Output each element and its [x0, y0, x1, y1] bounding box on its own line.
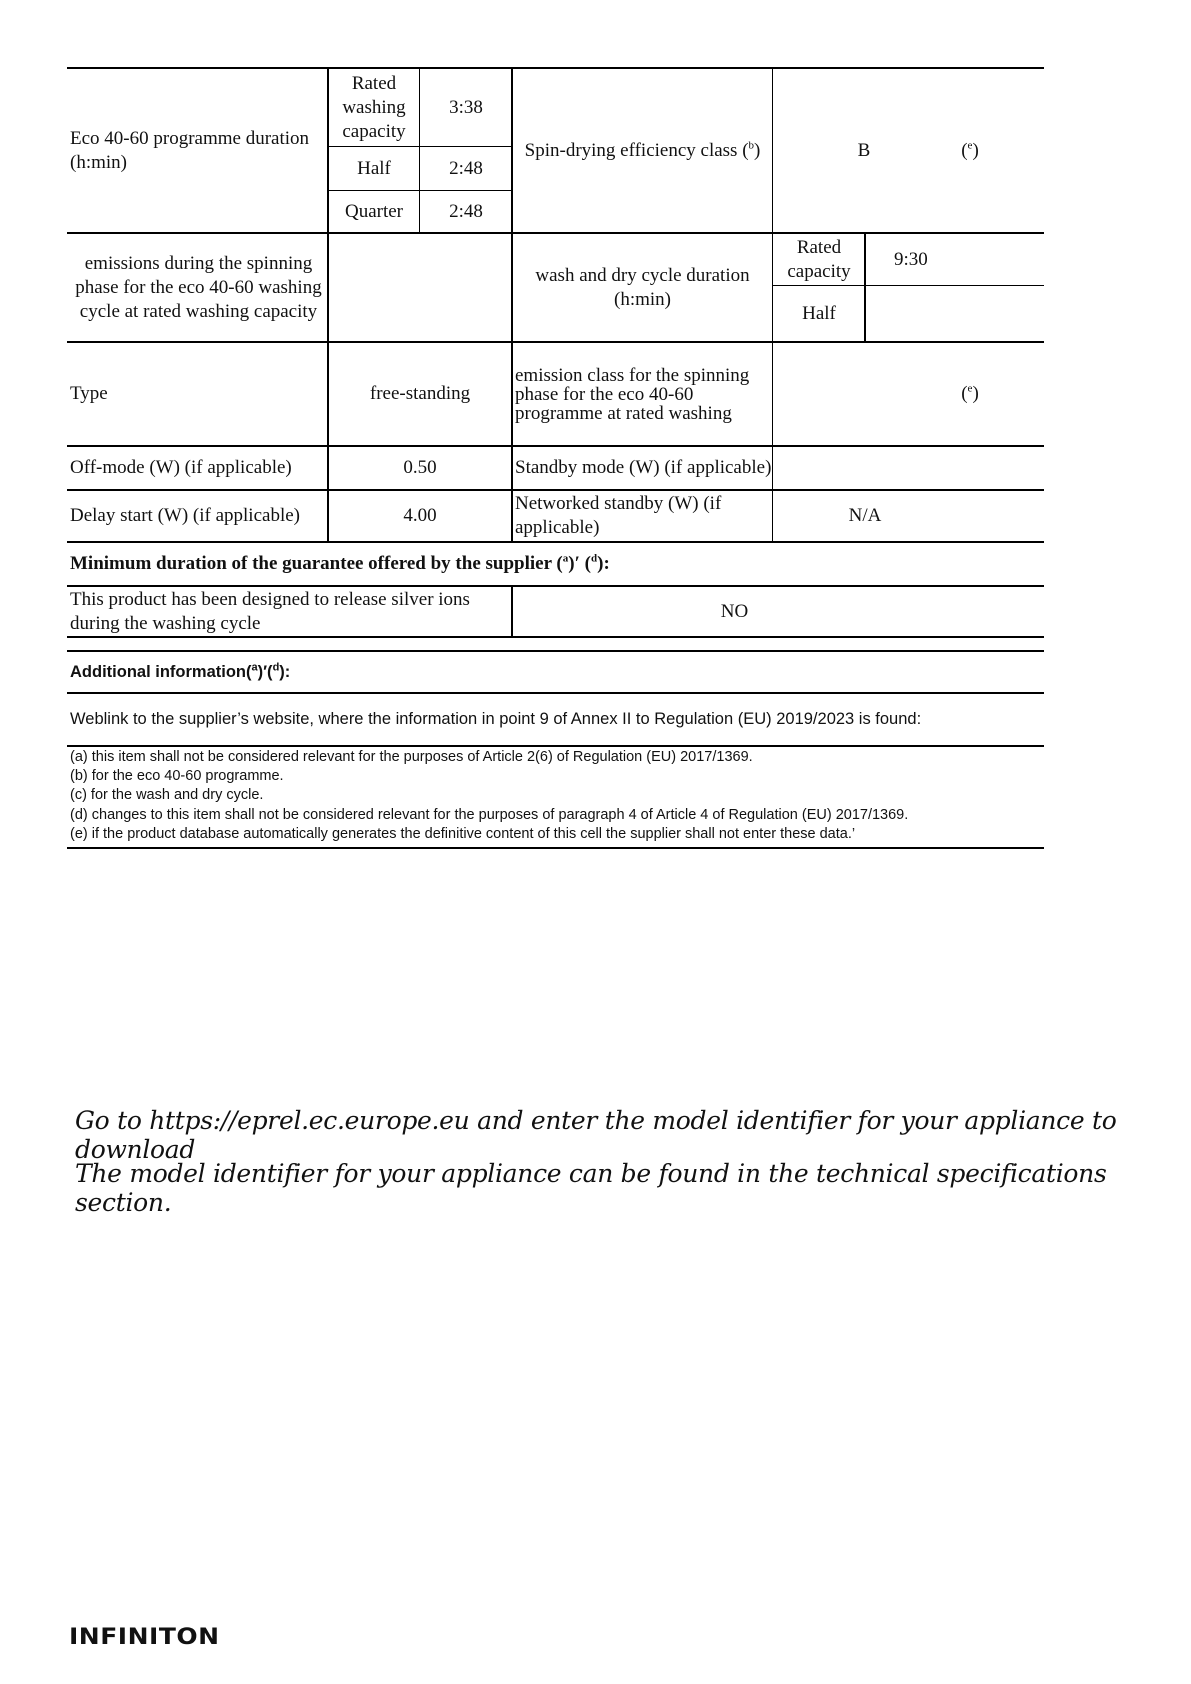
type-value — [329, 343, 511, 445]
footnote-ref-d: d — [272, 661, 280, 674]
spin-drying-class-note — [930, 69, 1010, 232]
spin-drying-class-label — [513, 69, 772, 232]
delay-start-value-text: 4.00 — [403, 505, 437, 526]
weblink-text-content: Weblink to the supplier’s website, where the information in point 9 of Annex II to Regulation (EU) 2019/2023 is found: — [70, 710, 922, 728]
additional-mid: )′( — [257, 663, 273, 681]
wash-dry-half-value — [894, 287, 1044, 341]
delay-start-value — [329, 491, 511, 541]
wash-dry-half-text: Half — [802, 303, 836, 324]
wash-dry-rated-text: Rated capacity — [787, 236, 851, 282]
paren-close: ) — [972, 139, 979, 161]
rated-washing-capacity-label — [329, 69, 419, 146]
type-label-text: Type — [70, 383, 108, 404]
networked-standby-label-text: Networked standby (W) (if applicable) — [515, 493, 722, 538]
wash-dry-duration-text: wash and dry cycle duration (h:min) — [535, 264, 750, 310]
standby-mode-label-text: Standby mode (W) (if applicable) — [515, 457, 772, 478]
networked-standby-value-text: N/A — [848, 505, 882, 526]
guarantee-mid: )′ ( — [568, 553, 592, 574]
eco-duration-label — [70, 69, 325, 232]
off-mode-label-text: Off-mode (W) (if applicable) — [70, 457, 292, 478]
note-e-1 — [961, 139, 979, 163]
col-line-420 — [419, 67, 420, 232]
additional-info-heading — [70, 652, 1040, 692]
additional-info-heading-text — [70, 660, 290, 684]
footnote-a: (a) this item shall not be considered relevant for the purposes of Article 2(6) of Regulation (EU) 2017/1369. — [70, 749, 753, 765]
off-mode-value-text: 0.50 — [403, 457, 437, 478]
footnote-b: (b) for the eco 40-60 programme. — [70, 768, 284, 784]
footnote-ref-e: e — [967, 139, 973, 152]
emission-class-label — [515, 343, 772, 445]
delay-start-label — [70, 491, 325, 541]
guarantee-heading — [70, 543, 1040, 585]
emission-class-text: emission class for the spinning phase for the eco 40-60 programme at rated washing — [515, 364, 750, 424]
off-mode-label — [70, 447, 325, 489]
silver-ions-label-text: This product has been designed to release silver ions during the washing cycle — [70, 588, 470, 634]
delay-start-label-text: Delay start (W) (if applicable) — [70, 505, 300, 526]
model-identifier-note: The model identifier for your appliance can be found in the technical specifications section. — [75, 1159, 1107, 1217]
additional-title: Additional information( — [70, 663, 252, 681]
rule-silver-bottom — [67, 636, 1044, 638]
spin-label-main: Spin-drying efficiency class ( — [524, 139, 749, 161]
half-value — [421, 147, 511, 190]
emission-class-value — [774, 343, 954, 445]
footnote-d: (d) changes to this item shall not be considered relevant for the purposes of paragraph 4 of Article 4 of Regulation (EU) 2017/1369. — [70, 807, 909, 823]
note-e-2 — [961, 382, 979, 406]
silver-ions-value — [513, 587, 956, 636]
standby-mode-value — [774, 447, 954, 489]
col-line-865 — [864, 232, 866, 341]
spin-class-value: B — [857, 139, 871, 161]
emission-class-note — [930, 343, 1010, 445]
value-quarter: 2:48 — [449, 200, 483, 222]
standby-mode-label — [515, 447, 777, 489]
footnote-ref-a: a — [562, 552, 569, 565]
half-label — [329, 147, 419, 190]
footnote-e: (e) if the product database automatically generates the definitive content of this cell the supplier shall not enter these data.’ — [70, 826, 856, 842]
guarantee-heading-text — [70, 552, 610, 576]
wash-dry-rated-label — [774, 234, 864, 285]
rated-washing-capacity-value — [421, 69, 511, 146]
wash-dry-duration-label — [513, 234, 772, 341]
quarter-value — [421, 191, 511, 232]
value-rated: 3:38 — [449, 96, 483, 118]
wash-dry-rated-value-text: 9:30 — [894, 248, 928, 270]
wash-dry-rated-value — [894, 234, 1044, 285]
paren-close: ) — [972, 383, 979, 404]
footnote-ref-e: e — [967, 382, 973, 395]
footnote-ref-a: a — [251, 661, 258, 674]
rule-row2-sub — [773, 285, 1044, 286]
infiniton-logo: INFINITON — [69, 1623, 220, 1650]
off-mode-value — [329, 447, 511, 489]
rule-footnotes-bottom — [67, 847, 1044, 849]
guarantee-label: Minimum duration of the guarantee offered by the supplier ( — [70, 553, 563, 574]
spin-drying-class-value — [774, 69, 954, 232]
footnote-ref-b: b — [748, 139, 755, 152]
spin-drying-class-text — [525, 139, 761, 163]
weblink-text — [70, 694, 940, 745]
quarter-label — [329, 191, 419, 232]
footnote-ref-d: d — [591, 552, 598, 565]
sub-label-half: Half — [357, 157, 391, 179]
sub-label-quarter: Quarter — [344, 200, 404, 222]
silver-ions-label — [70, 587, 510, 636]
spin-emissions-label — [70, 234, 327, 341]
spin-label-close: ) — [754, 139, 761, 161]
spin-emissions-value — [329, 234, 511, 341]
silver-ions-value-text: NO — [720, 600, 749, 622]
networked-standby-value — [774, 491, 956, 541]
footnote-c: (c) for the wash and dry cycle. — [70, 787, 264, 803]
wash-dry-half-label — [774, 287, 864, 341]
type-label — [70, 343, 325, 445]
sub-label-rated: Rated washing capacity — [342, 72, 406, 142]
guarantee-end: ): — [597, 553, 610, 574]
spin-emissions-text: emissions during the spinning phase for the eco 40-60 washing cycle at rated washing capacity — [75, 252, 322, 322]
paren-open: ( — [961, 139, 968, 161]
value-half: 2:48 — [449, 157, 483, 179]
paren-open: ( — [961, 383, 968, 404]
networked-standby-label — [515, 491, 755, 541]
eprel-instruction: Go to https://eprel.ec.europe.eu and enter the model identifier for your appliance to download — [75, 1106, 1117, 1164]
additional-end: ): — [279, 663, 291, 681]
type-value-text: free-standing — [369, 383, 471, 404]
eco-duration-label-text: Eco 40-60 programme duration (h:min) — [70, 127, 310, 173]
